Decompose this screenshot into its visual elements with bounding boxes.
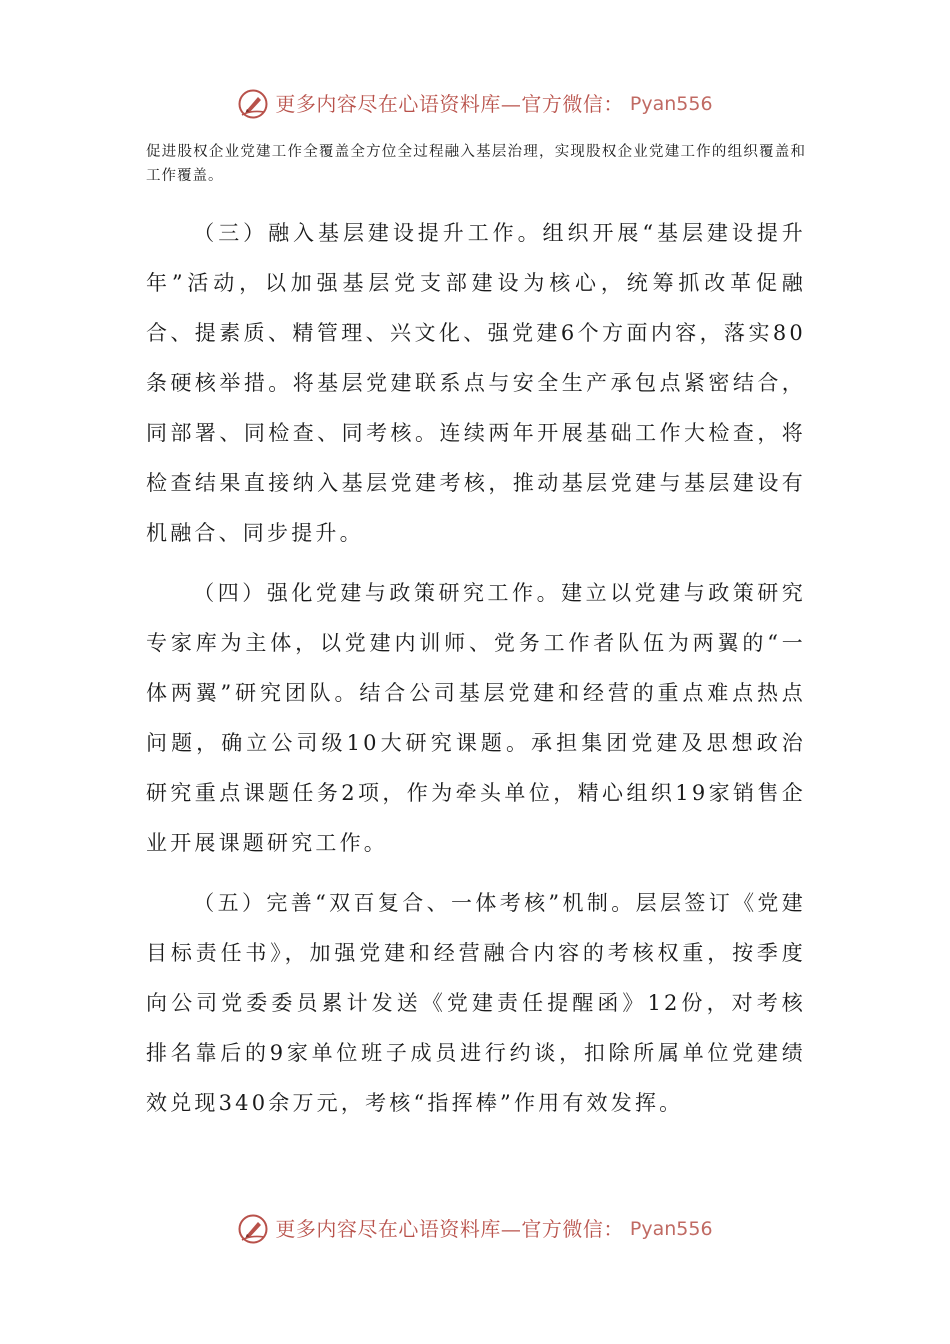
paragraph-section-3: （三）融入基层建设提升工作。组织开展“基层建设提升年”活动，以加强基层党支部建设为核心，统筹抓改革促融合、提素质、精管理、兴文化、强党建6个方面内容，落实80条硬核举措。将基层党建联系点与安全生产承包点紧密结合，同部署、同检查、同考核。连续两年开展基础工作大检查，将检查结果直接纳入基层党建考核，推动基层党建与基层建设有机融合、同步提升。: [146, 221, 806, 545]
watermark-wechat-id: Pyan556: [629, 93, 713, 115]
paragraph-section-5: （五）完善“双百复合、一体考核”机制。层层签订《党建目标责任书》，加强党建和经营融合内容的考核权重，按季度向公司党委委员累计发送《党建责任提醒函》12份，对考核排名靠后的9家单位班子成员进行约谈，扣除所属单位党建绩效兑现340余万元，考核“指挥棒”作用有效发挥。: [146, 891, 806, 1115]
watermark-text: 更多内容尽在心语资料库—官方微信：: [275, 92, 624, 116]
footer-watermark: [0, 1213, 950, 1245]
document-body: [146, 140, 806, 1138]
watermark-wechat-id: Pyan556: [629, 1218, 713, 1240]
paragraph-section-4: （四）强化党建与政策研究工作。建立以党建与政策研究专家库为主体，以党建内训师、党务工作者队伍为两翼的“一体两翼”研究团队。结合公司基层党建和经营的重点难点热点问题，确立公司级10大研究课题。承担集团党建及思想政治研究重点课题任务2项，作为牵头单位，精心组织19家销售企业开展课题研究工作。: [146, 581, 806, 855]
pen-logo-icon: [237, 88, 269, 120]
pen-logo-icon: [237, 1213, 269, 1245]
watermark-text: 更多内容尽在心语资料库—官方微信：: [275, 1217, 624, 1241]
header-watermark: [0, 88, 950, 120]
carry-over-paragraph: 促进股权企业党建工作全覆盖全方位全过程融入基层治理，实现股权企业党建工作的组织覆盖和工作覆盖。: [146, 144, 806, 184]
